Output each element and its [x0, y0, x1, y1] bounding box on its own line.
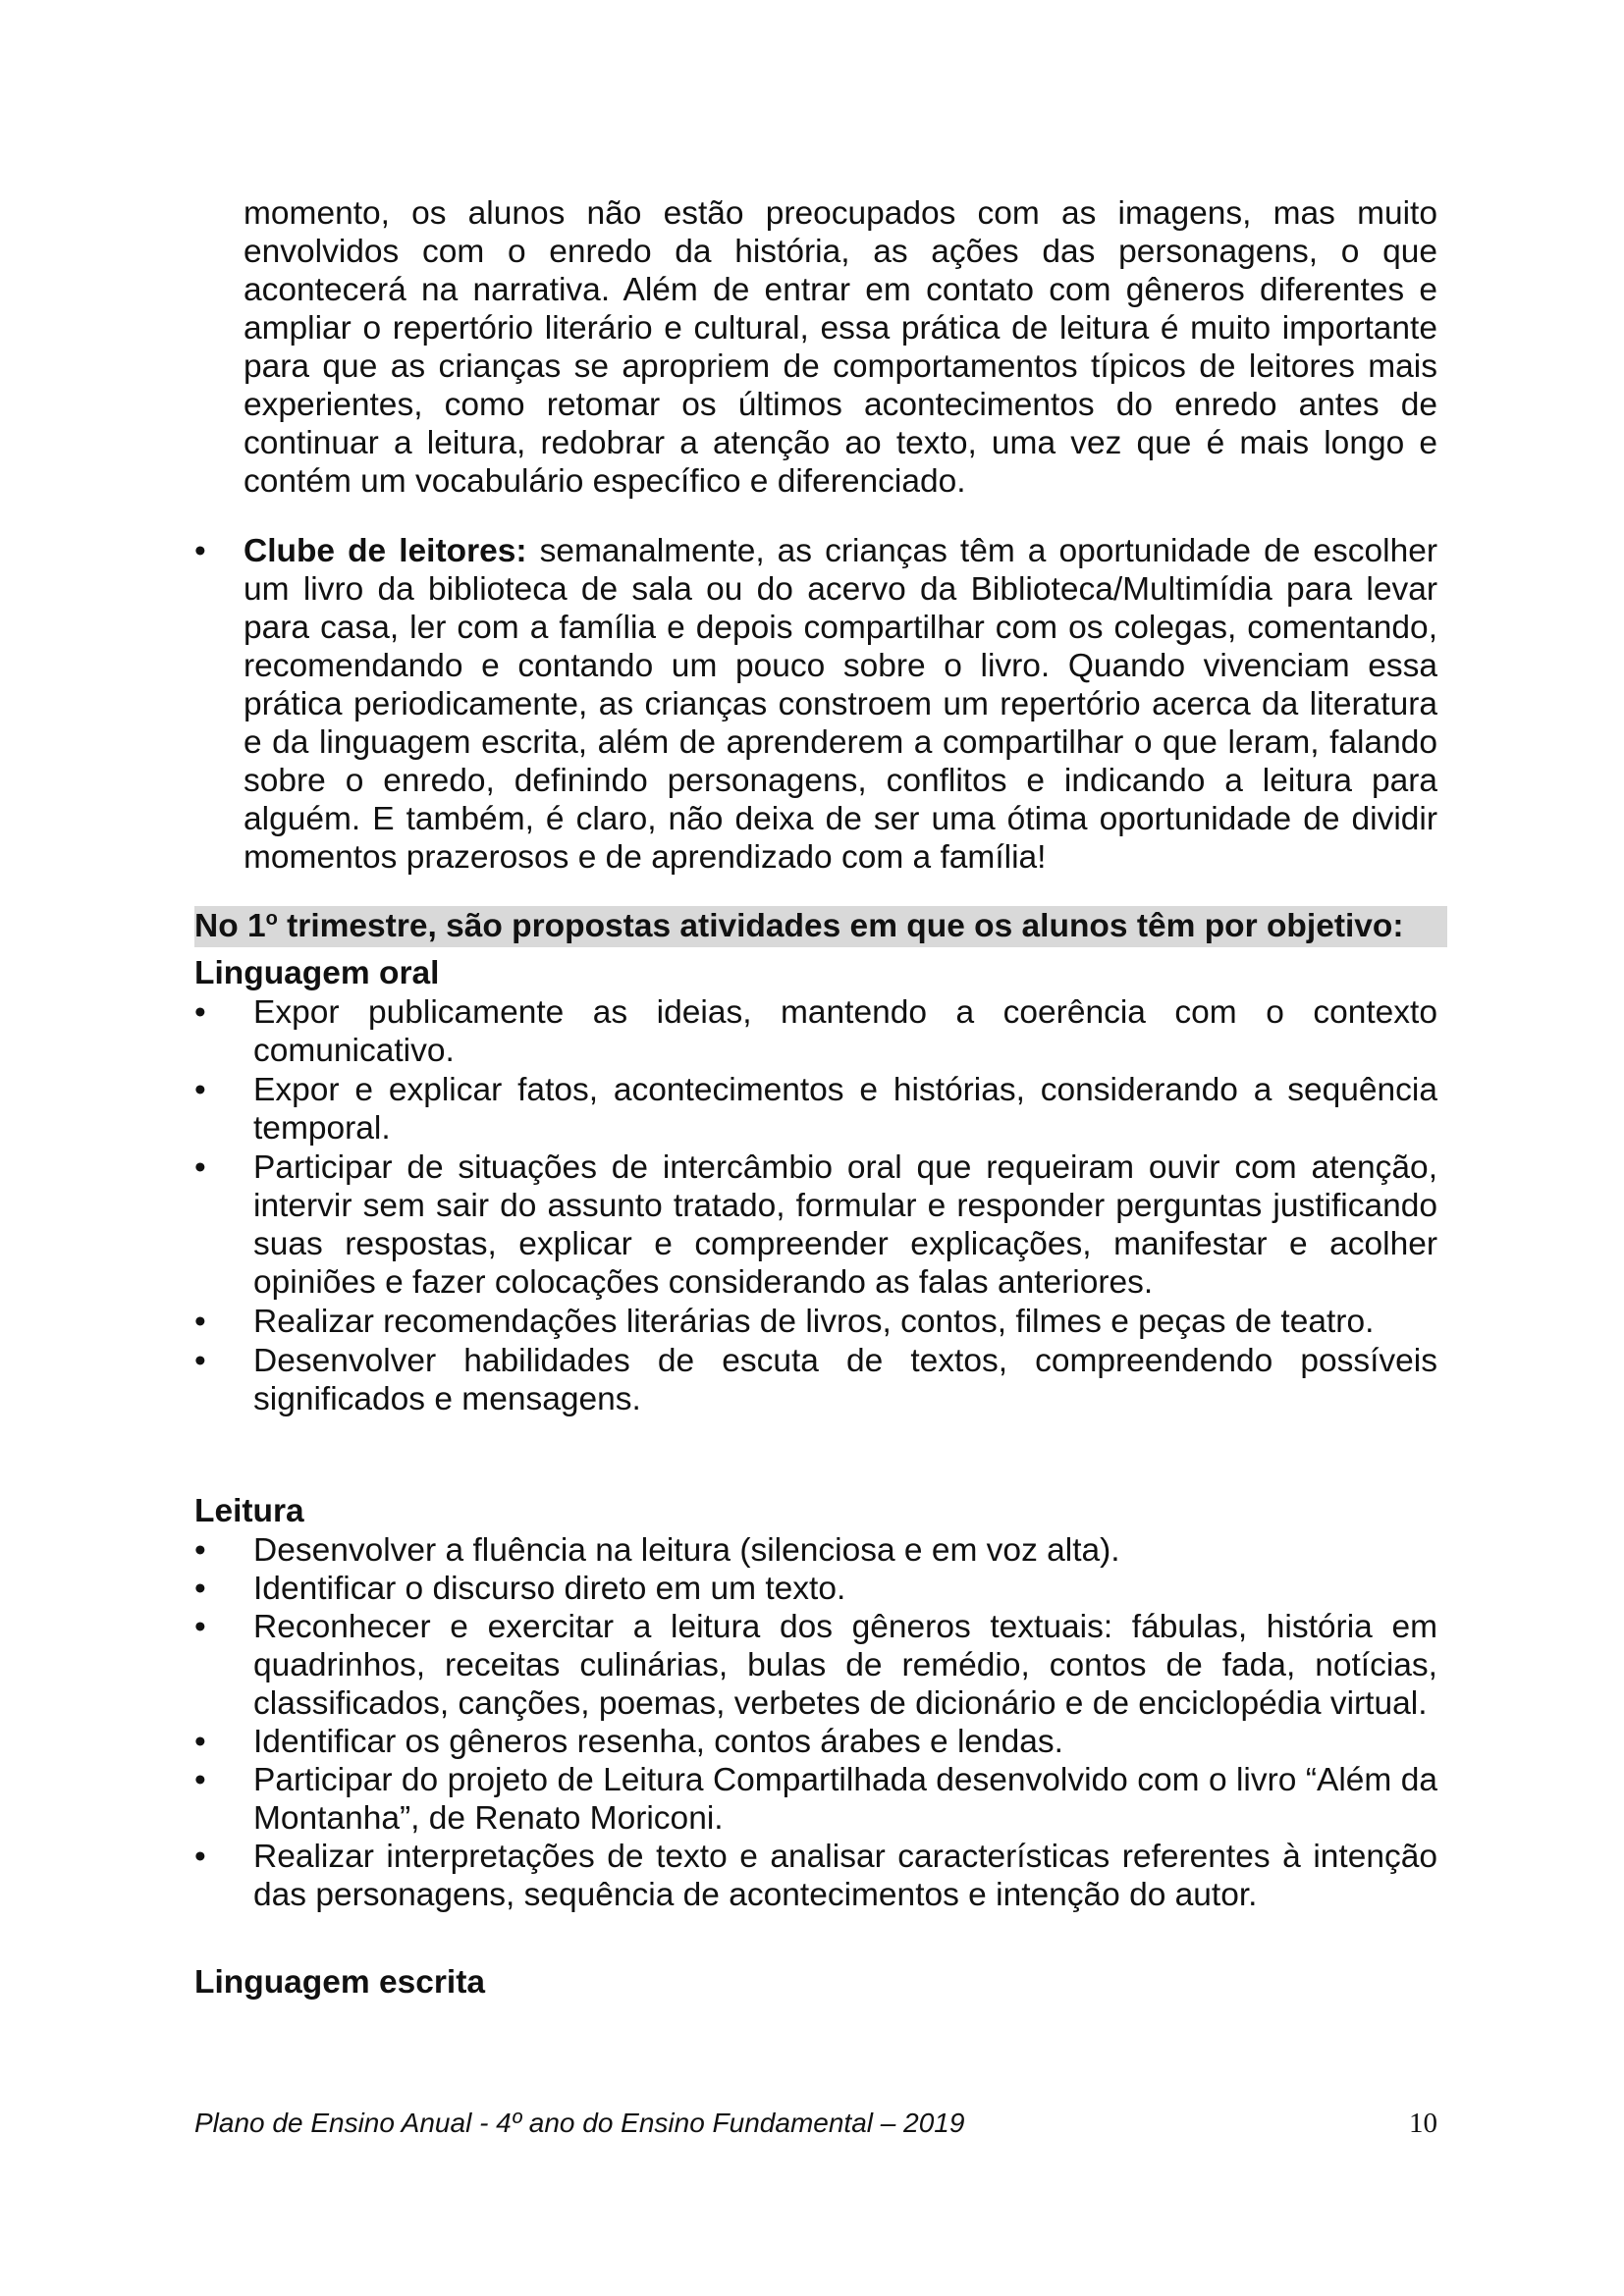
bullet-icon: • — [194, 1532, 206, 1569]
list-item — [194, 993, 1437, 1070]
trimester-banner — [194, 906, 1447, 947]
bullet-icon: • — [194, 1149, 206, 1186]
club-title: Clube de leitores: — [244, 533, 527, 569]
list-item — [194, 1148, 1437, 1302]
list-item — [194, 1531, 1437, 1570]
club-text — [244, 532, 1437, 877]
bullet-icon: • — [194, 994, 206, 1031]
list-item — [194, 1342, 1437, 1418]
list-item-text: Desenvolver habilidades de escuta de textos, compreendendo possíveis significados e mensagens. — [253, 1343, 1437, 1417]
list-item-text: Realizar interpretações de texto e analisar características referentes à intenção das personagens, sequência de acontecimentos e intenção do autor. — [253, 1839, 1437, 1913]
list-item-text: Participar do projeto de Leitura Compartilhada desenvolvido com o livro “Além da Montanha”, de Renato Moriconi. — [253, 1762, 1437, 1837]
bullet-icon: • — [194, 1839, 206, 1875]
banner-ordinal: o — [265, 908, 278, 930]
list-linguagem-oral — [194, 993, 1437, 1418]
list-item — [194, 1761, 1437, 1838]
list-item — [194, 1303, 1437, 1341]
club-bullet-item — [194, 532, 1437, 877]
bullet-icon: • — [194, 1724, 206, 1760]
list-item — [194, 1723, 1437, 1761]
bullet-icon: • — [194, 1762, 206, 1798]
list-item — [194, 1071, 1437, 1148]
list-item — [194, 1570, 1437, 1608]
club-description: semanalmente, as crianças têm a oportunidade de escolher um livro da biblioteca de sala ou do acervo da Biblioteca/Multimídia para levar para casa, ler com a família e depois compartilhar com os colegas, comentando, recomendando e contando um pouco sobre o livro. Quando vivenciam essa prática periodicamente, as crianças constroem um repertório acerca da literatura e da linguagem escrita, além de aprenderem a compartilhar o que leram, falando sobre o enredo, definindo personagens, conflitos e indicando a leitura para alguém. E também, é claro, não deixa de ser uma ótima oportunidade de dividir momentos prazerosos e de aprendizado com a família! — [244, 533, 1437, 876]
list-item-text: Reconhecer e exercitar a leitura dos gêneros textuais: fábulas, história em quadrinhos, receitas culinárias, bulas de remédio, contos de fada, notícias, classificados, canções, poemas, verbetes de dicionário e de enciclopédia virtual. — [253, 1609, 1437, 1722]
bullet-icon: • — [194, 533, 206, 569]
heading-linguagem-escrita: Linguagem escrita — [194, 1964, 486, 2001]
banner-text-end: trimestre, são propostas atividades em que os alunos têm por objetivo: — [277, 908, 1404, 944]
heading-linguagem-oral: Linguagem oral — [194, 955, 440, 991]
footer-title: Plano de Ensino Anual - 4º ano do Ensino Fundamental – 2019 — [194, 2108, 965, 2138]
list-item-text: Expor e explicar fatos, acontecimentos e histórias, considerando a sequência temporal. — [253, 1072, 1437, 1147]
list-item-text: Realizar recomendações literárias de livros, contos, filmes e peças de teatro. — [253, 1304, 1375, 1340]
list-leitura — [194, 1531, 1437, 1914]
list-item-text: Desenvolver a fluência na leitura (silenciosa e em voz alta). — [253, 1532, 1120, 1569]
page-footer — [194, 2107, 1437, 2140]
bullet-icon: • — [194, 1343, 206, 1379]
list-item-text: Identificar o discurso direto em um texto. — [253, 1571, 846, 1607]
continuation-paragraph: momento, os alunos não estão preocupados com as imagens, mas muito envolvidos com o enredo da história, as ações das personagens, o que acontecerá na narrativa. Além de entrar em contato com gêneros diferentes e ampliar o repertório literário e cultural, essa prática de leitura é muito importante para que as crianças se apropriem de comportamentos típicos de leitores mais experientes, como retomar os últimos acontecimentos do enredo antes de continuar a leitura, redobrar a atenção ao texto, uma vez que é mais longo e contém um vocabulário específico e diferenciado. — [244, 195, 1437, 500]
banner-text-start: No 1 — [194, 908, 266, 944]
list-item-text: Participar de situações de intercâmbio oral que requeiram ouvir com atenção, intervir sem sair do assunto tratado, formular e responder perguntas justificando suas respostas, explicar e compreender explicações, manifestar e acolher opiniões e fazer colocações considerando as falas anteriores. — [253, 1149, 1437, 1301]
heading-leitura: Leitura — [194, 1493, 304, 1529]
bullet-icon: • — [194, 1571, 206, 1607]
list-item — [194, 1608, 1437, 1723]
list-item-text: Identificar os gêneros resenha, contos árabes e lendas. — [253, 1724, 1063, 1760]
list-item — [194, 1838, 1437, 1914]
page-number: 10 — [1409, 2108, 1437, 2139]
bullet-icon: • — [194, 1304, 206, 1340]
bullet-icon: • — [194, 1072, 206, 1108]
list-item-text: Expor publicamente as ideias, mantendo a coerência com o contexto comunicativo. — [253, 994, 1437, 1069]
bullet-icon: • — [194, 1609, 206, 1645]
